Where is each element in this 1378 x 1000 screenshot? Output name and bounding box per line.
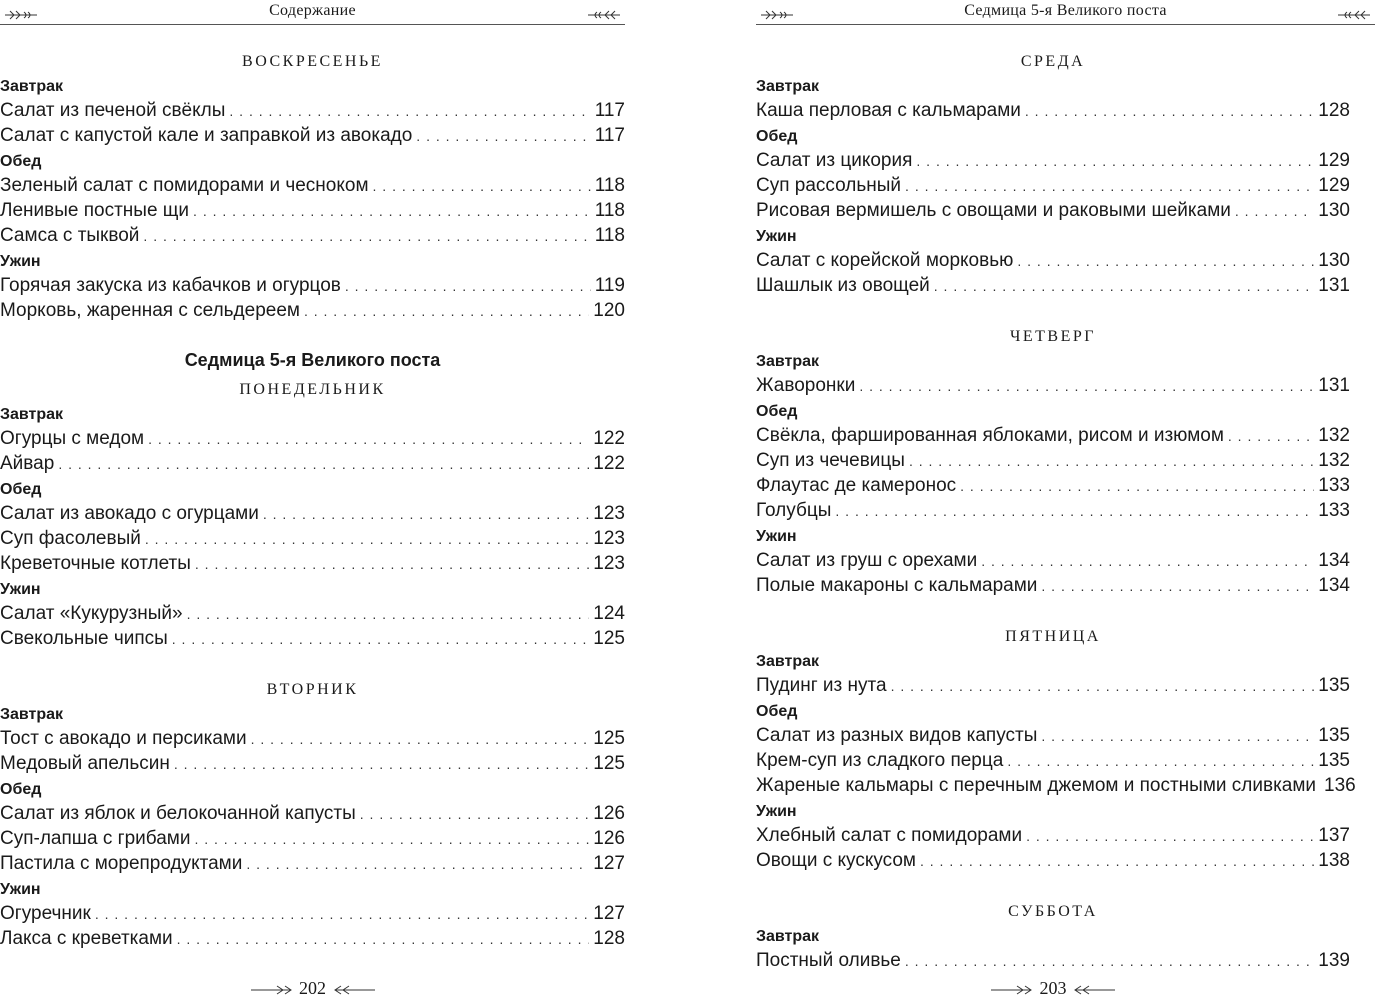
- toc-entry[interactable]: [0, 526, 625, 551]
- meal-heading: Завтрак: [756, 78, 820, 95]
- recipe-title: Лакса с креветками: [0, 928, 173, 949]
- dot-leader: [148, 427, 589, 452]
- dot-leader: [1235, 199, 1314, 224]
- running-header-title: Седмица 5-я Великого поста: [964, 2, 1167, 19]
- recipe-page-number: 127: [593, 853, 625, 874]
- recipe-page-number: 136: [1324, 775, 1356, 796]
- recipe-page-number: 134: [1318, 575, 1350, 596]
- recipe-page-number: 129: [1318, 175, 1350, 196]
- recipe-title: Салат с корейской морковью: [756, 250, 1014, 271]
- ornament-icon: [1337, 9, 1371, 21]
- recipe-page-number: 123: [593, 553, 625, 574]
- toc-entry[interactable]: [756, 948, 1350, 973]
- recipe-title: Самса с тыквой: [0, 225, 140, 246]
- recipe-title: Суп из чечевицы: [756, 450, 905, 471]
- recipe-title: Салат из разных видов капусты: [756, 725, 1038, 746]
- toc-entry[interactable]: [0, 98, 625, 123]
- dot-leader: [229, 99, 590, 124]
- ornament-icon: [1071, 985, 1115, 995]
- meal-heading: Ужин: [0, 881, 41, 898]
- recipe-title: Жаворонки: [756, 375, 856, 396]
- recipe-page-number: 137: [1318, 825, 1350, 846]
- recipe-page-number: 126: [593, 803, 625, 824]
- toc-entry[interactable]: [756, 548, 1350, 573]
- recipe-page-number: 125: [593, 728, 625, 749]
- toc-entry[interactable]: [756, 423, 1350, 448]
- week-heading: Седмица 5-я Великого поста: [184, 350, 441, 370]
- dot-leader: [960, 474, 1314, 499]
- dot-leader: [246, 852, 589, 877]
- recipe-title: Свекольные чипсы: [0, 628, 168, 649]
- toc-entry[interactable]: [756, 773, 1356, 798]
- dot-leader: [345, 274, 591, 299]
- recipe-page-number: 123: [593, 528, 625, 549]
- toc-entry[interactable]: [756, 198, 1350, 223]
- toc-entry[interactable]: [756, 673, 1350, 698]
- meal-heading: Завтрак: [756, 928, 820, 945]
- section-gap: [756, 598, 1350, 626]
- recipe-page-number: 128: [593, 928, 625, 949]
- dot-leader: [1007, 749, 1314, 774]
- recipe-title: Салат из печеной свёклы: [0, 100, 226, 121]
- recipe-page-number: 132: [1318, 425, 1350, 446]
- toc-entry[interactable]: [756, 823, 1350, 848]
- toc-entry[interactable]: [756, 723, 1350, 748]
- right-page: [756, 0, 1356, 1000]
- recipe-page-number: 133: [1318, 500, 1350, 521]
- recipe-page-number: 130: [1318, 200, 1350, 221]
- recipe-title: Креветочные котлеты: [0, 553, 191, 574]
- recipe-page-number: 138: [1318, 850, 1350, 871]
- recipe-page-number: 122: [593, 453, 625, 474]
- recipe-title: Пастила с морепродуктами: [0, 853, 243, 874]
- toc-entry[interactable]: [756, 498, 1350, 523]
- toc-entry[interactable]: [756, 748, 1350, 773]
- recipe-page-number: 120: [593, 300, 625, 321]
- meal-heading: Обед: [0, 781, 42, 798]
- dot-leader: [174, 752, 589, 777]
- meal-heading: Ужин: [0, 253, 41, 270]
- recipe-title: Морковь, жаренная с сельдереем: [0, 300, 300, 321]
- dot-leader: [145, 527, 589, 552]
- recipe-title: Огурцы с медом: [0, 428, 145, 449]
- recipe-title: Медовый апельсин: [0, 753, 170, 774]
- recipe-page-number: 139: [1318, 950, 1350, 971]
- dot-leader: [95, 902, 589, 927]
- ornament-icon: [331, 985, 375, 995]
- toc-entry[interactable]: [0, 601, 625, 626]
- dot-leader: [187, 602, 590, 627]
- day-heading: СУББОТА: [1008, 903, 1098, 920]
- page-number-left: [0, 977, 625, 999]
- toc-entry[interactable]: [0, 173, 625, 198]
- toc-entry[interactable]: [0, 926, 625, 951]
- recipe-title: Жареные кальмары с перечным джемом и постными сливками: [756, 775, 1317, 796]
- toc-entry[interactable]: [756, 173, 1350, 198]
- recipe-title: Суп фасолевый: [0, 528, 141, 549]
- recipe-title: Пудинг из нута: [756, 675, 887, 696]
- meal-heading: Завтрак: [756, 653, 820, 670]
- recipe-title: Шашлык из овощей: [756, 275, 930, 296]
- recipe-title: Салат из яблок и белокочанной капусты: [0, 803, 356, 824]
- meal-heading: Обед: [756, 403, 798, 420]
- page-number: 202: [299, 978, 326, 998]
- recipe-title: Тост с авокадо и персиками: [0, 728, 247, 749]
- meal-heading: Ужин: [756, 528, 797, 545]
- toc-entry[interactable]: [756, 98, 1350, 123]
- recipe-title: Суп рассольный: [756, 175, 902, 196]
- recipe-title: Суп-лапша с грибами: [0, 828, 191, 849]
- recipe-page-number: 135: [1318, 725, 1350, 746]
- dot-leader: [195, 552, 589, 577]
- meal-heading: Завтрак: [756, 353, 820, 370]
- dot-leader: [193, 199, 591, 224]
- toc-entry[interactable]: [756, 573, 1350, 598]
- recipe-title: Хлебный салат с помидорами: [756, 825, 1023, 846]
- day-heading: ЧЕТВЕРГ: [1009, 328, 1097, 345]
- recipe-title: Зеленый салат с помидорами и чесноком: [0, 175, 369, 196]
- recipe-page-number: 117: [594, 100, 625, 121]
- day-heading: ВТОРНИК: [266, 681, 359, 698]
- dot-leader: [1026, 824, 1314, 849]
- recipe-title: Овощи с кускусом: [756, 850, 916, 871]
- dot-leader: [1228, 424, 1314, 449]
- meal-heading: Обед: [0, 153, 42, 170]
- recipe-title: Каша перловая с кальмарами: [756, 100, 1021, 121]
- toc-entry[interactable]: [0, 726, 625, 751]
- section-gap: [756, 873, 1350, 901]
- dot-leader: [263, 502, 589, 527]
- dot-leader: [905, 949, 1314, 974]
- meal-heading: Ужин: [756, 228, 797, 245]
- toc-entry[interactable]: [0, 551, 625, 576]
- ornament-icon: [251, 985, 295, 995]
- meal-heading: Завтрак: [0, 706, 64, 723]
- day-heading: ВОСКРЕСЕНЬЕ: [242, 53, 383, 70]
- dot-leader: [835, 499, 1314, 524]
- recipe-page-number: 119: [594, 275, 625, 296]
- recipe-page-number: 133: [1318, 475, 1350, 496]
- toc-entry[interactable]: [756, 473, 1350, 498]
- recipe-title: Рисовая вермишель с овощами и раковыми шейками: [756, 200, 1231, 221]
- toc-entry[interactable]: [756, 848, 1350, 873]
- recipe-title: Салат из груш с орехами: [756, 550, 978, 571]
- toc-entry[interactable]: [0, 198, 625, 223]
- meal-heading: Обед: [756, 128, 798, 145]
- toc-entry[interactable]: [0, 901, 625, 926]
- recipe-page-number: 123: [593, 503, 625, 524]
- meal-heading: Ужин: [756, 803, 797, 820]
- day-heading: ПОНЕДЕЛЬНИК: [239, 381, 386, 398]
- dot-leader: [1017, 249, 1314, 274]
- section-gap: [0, 651, 625, 679]
- toc-entry[interactable]: [0, 801, 625, 826]
- dot-leader: [304, 299, 589, 324]
- dot-leader: [194, 827, 589, 852]
- toc-entry[interactable]: [0, 123, 625, 148]
- dot-leader: [1025, 99, 1314, 124]
- recipe-page-number: 135: [1318, 675, 1350, 696]
- recipe-page-number: 124: [593, 603, 625, 624]
- toc-left: [0, 51, 625, 951]
- dot-leader: [916, 149, 1314, 174]
- dot-leader: [909, 449, 1314, 474]
- day-heading: СРЕДА: [1020, 53, 1086, 70]
- toc-entry[interactable]: [0, 426, 625, 451]
- toc-entry[interactable]: [0, 851, 625, 876]
- meal-heading: Ужин: [0, 581, 41, 598]
- toc-entry[interactable]: [0, 451, 625, 476]
- toc-entry[interactable]: [0, 626, 625, 651]
- dot-leader: [1041, 724, 1314, 749]
- recipe-page-number: 125: [593, 753, 625, 774]
- toc-entry[interactable]: [0, 501, 625, 526]
- dot-leader: [416, 124, 590, 149]
- meal-heading: Обед: [0, 481, 42, 498]
- dot-leader: [143, 224, 590, 249]
- ornament-icon: [991, 985, 1035, 995]
- dot-leader: [891, 674, 1315, 699]
- toc-entry[interactable]: [0, 273, 625, 298]
- recipe-page-number: 127: [593, 903, 625, 924]
- recipe-page-number: 131: [1318, 275, 1350, 296]
- running-header-title: Содержание: [269, 2, 356, 19]
- dot-leader: [177, 927, 590, 952]
- left-page: [0, 0, 625, 1000]
- recipe-title: Салат «Кукурузный»: [0, 603, 183, 624]
- recipe-page-number: 130: [1318, 250, 1350, 271]
- recipe-title: Ленивые постные щи: [0, 200, 190, 221]
- dot-leader: [905, 174, 1314, 199]
- recipe-title: Крем-суп из сладкого перца: [756, 750, 1004, 771]
- recipe-page-number: 118: [594, 200, 625, 221]
- toc-entry[interactable]: [756, 373, 1350, 398]
- dot-leader: [373, 174, 591, 199]
- recipe-title: Свёкла, фаршированная яблоками, рисом и изюмом: [756, 425, 1224, 446]
- toc-entry[interactable]: [0, 223, 625, 248]
- recipe-page-number: 117: [594, 125, 625, 146]
- recipe-page-number: 134: [1318, 550, 1350, 571]
- recipe-page-number: 128: [1318, 100, 1350, 121]
- recipe-page-number: 135: [1318, 750, 1350, 771]
- recipe-title: Салат с капустой кале и заправкой из авокадо: [0, 125, 413, 146]
- toc-entry[interactable]: [756, 273, 1350, 298]
- dot-leader: [251, 727, 590, 752]
- recipe-page-number: 125: [593, 628, 625, 649]
- recipe-title: Полые макароны с кальмарами: [756, 575, 1038, 596]
- dot-leader: [934, 274, 1315, 299]
- meal-heading: Обед: [756, 703, 798, 720]
- dot-leader: [360, 802, 590, 827]
- running-header-right: [756, 0, 1375, 25]
- page-number: 203: [1039, 978, 1067, 998]
- page-number-right: [756, 977, 1350, 999]
- recipe-title: Горячая закуска из кабачков и огурцов: [0, 275, 341, 296]
- meal-heading: Завтрак: [0, 78, 64, 95]
- dot-leader: [859, 374, 1314, 399]
- dot-leader: [172, 627, 590, 652]
- recipe-page-number: 118: [594, 175, 625, 196]
- section-gap: [756, 298, 1350, 326]
- toc-entry[interactable]: [756, 148, 1350, 173]
- recipe-page-number: 122: [593, 428, 625, 449]
- day-heading: ПЯТНИЦА: [1005, 628, 1101, 645]
- recipe-title: Салат из цикория: [756, 150, 913, 171]
- recipe-page-number: 118: [594, 225, 625, 246]
- recipe-page-number: 132: [1318, 450, 1350, 471]
- toc-entry[interactable]: [756, 448, 1350, 473]
- recipe-page-number: 131: [1318, 375, 1350, 396]
- recipe-title: Огуречник: [0, 903, 91, 924]
- toc-entry[interactable]: [0, 751, 625, 776]
- ornament-icon: [587, 9, 621, 21]
- toc-entry[interactable]: [0, 826, 625, 851]
- running-header-left: [0, 0, 625, 25]
- dot-leader: [920, 849, 1314, 874]
- dot-leader: [1041, 574, 1314, 599]
- recipe-page-number: 126: [593, 828, 625, 849]
- meal-heading: Завтрак: [0, 406, 64, 423]
- toc-entry[interactable]: [0, 298, 625, 323]
- recipe-title: Постный оливье: [756, 950, 901, 971]
- dot-leader: [58, 452, 589, 477]
- toc-entry[interactable]: [756, 248, 1350, 273]
- recipe-title: Салат из авокадо с огурцами: [0, 503, 259, 524]
- recipe-title: Флаутас де камеронос: [756, 475, 957, 496]
- toc-right: [756, 51, 1356, 973]
- dot-leader: [981, 549, 1314, 574]
- recipe-title: Голубцы: [756, 500, 832, 521]
- recipe-title: Айвар: [0, 453, 55, 474]
- recipe-page-number: 129: [1318, 150, 1350, 171]
